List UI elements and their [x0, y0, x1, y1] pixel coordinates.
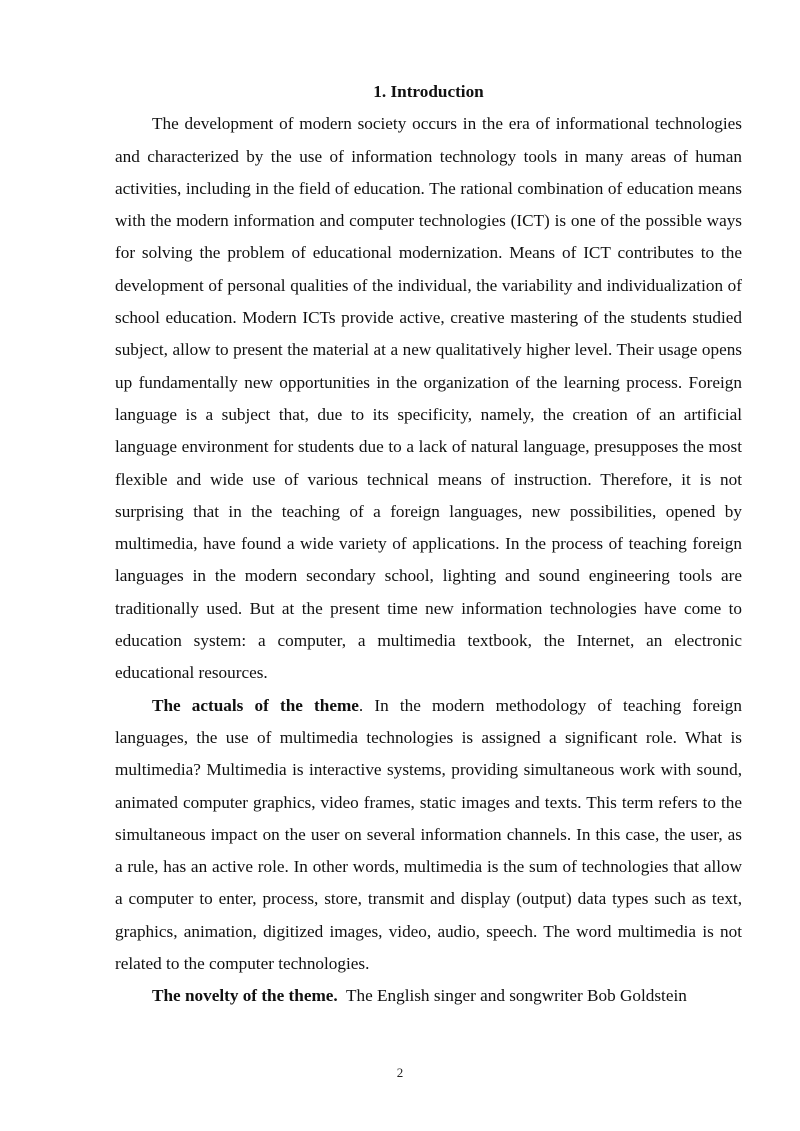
paragraph-novelty — [115, 980, 742, 1012]
paragraph-lead: The novelty of the theme. — [152, 986, 338, 1006]
paragraph-actuality — [115, 690, 742, 981]
paragraph-lead: The actuals of the theme — [152, 695, 359, 715]
paragraph-text: The development of modern society occurs in the era of informational technologies and characterized by the use of information technology tools in many areas of human activities, including in the field of education. The rational combination of education means with the modern information and computer technologies (ICT) is one of the possible ways for solving the problem of educational modernization. Means of ICT contributes to the development of personal qualities of the individual, the variability and individualization of school education. Modern ICTs provide active, creative mastering of the students studied subject, allow to present the material at a new qualitatively higher level. Their usage opens up fundamentally new opportunities in the organization of the learning process. Foreign language is a subject that, due to its specificity, namely, the creation of an artificial language environment for students due to a lack of natural language, presupposes the most flexible and wide use of various technical means of instruction. Therefore, it is not surprising that in the teaching of a foreign languages, new possibilities, opened by multimedia, have found a wide variety of applications. In the process of teaching foreign languages in the modern secondary school, lighting and sound engineering tools are traditionally used. But at the present time new information technologies have come to education system: a computer, a multimedia textbook, the Internet, an electronic educational resources. — [115, 114, 742, 683]
document-page — [115, 76, 742, 1013]
paragraph-text: . In the modern methodology of teaching foreign languages, the use of multimedia technologies is assigned a significant role. What is multimedia? Multimedia is interactive systems, providing simultaneous work with sound, animated computer graphics, video frames, static images and texts. This term refers to the simultaneous impact on the user on several information channels. In this case, the user, as a rule, has an active role. In other words, multimedia is the sum of technologies that allow a computer to enter, process, store, transmit and display (output) data types such as text, graphics, animation, digitized images, video, audio, speech. The word multimedia is not related to the computer technologies. — [115, 695, 742, 974]
paragraph-text: The English singer and songwriter Bob Goldstein — [337, 986, 687, 1006]
page-number: 2 — [396, 1065, 404, 1080]
paragraph-intro — [115, 108, 742, 689]
section-heading: 1. Introduction — [373, 82, 484, 101]
